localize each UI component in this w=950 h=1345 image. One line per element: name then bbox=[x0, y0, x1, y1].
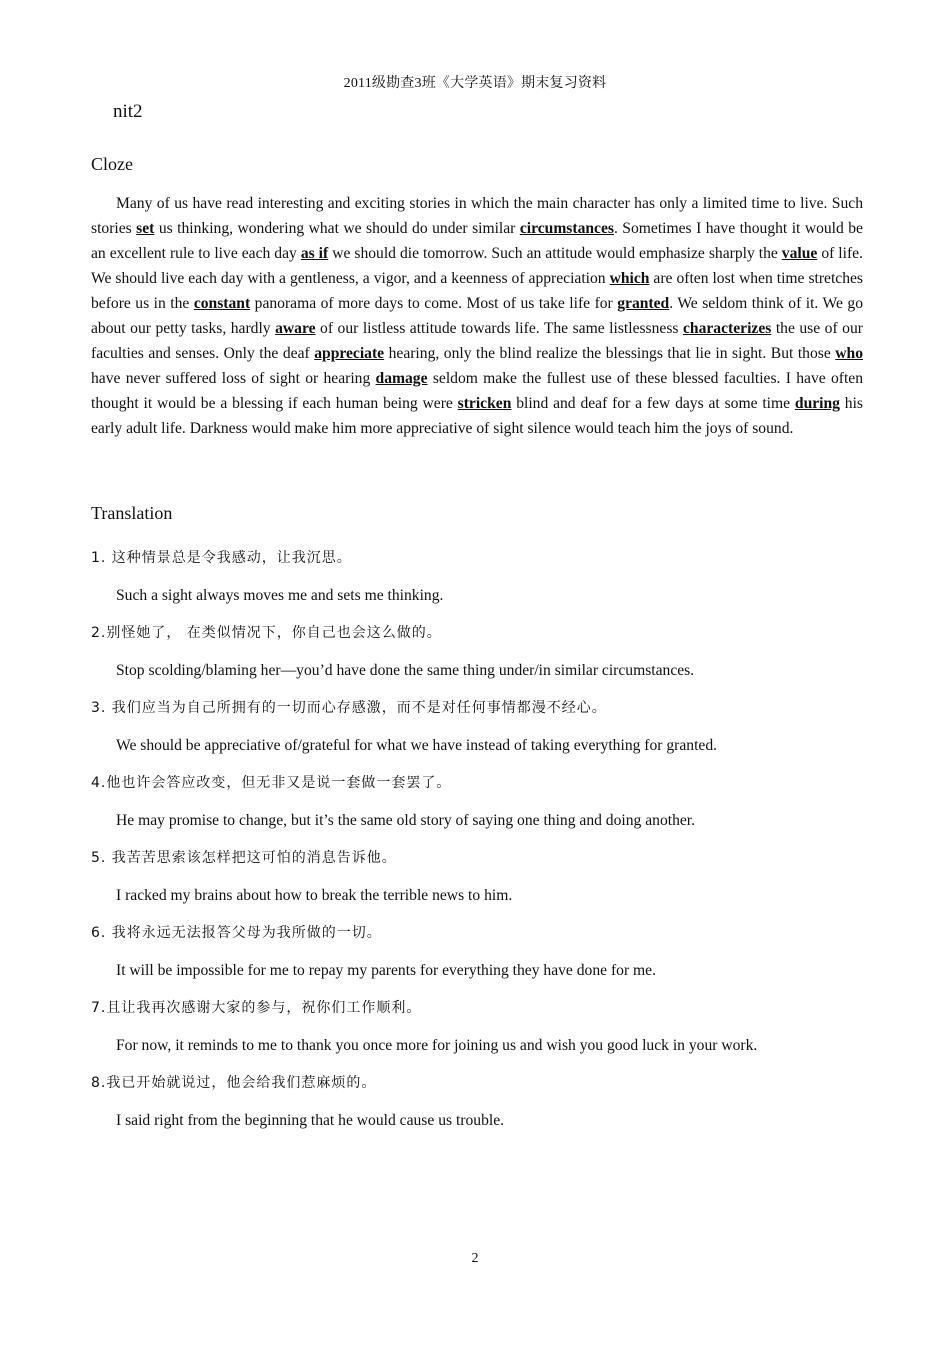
translation-list bbox=[91, 546, 871, 1146]
translation-chinese: 3. 我们应当为自己所拥有的一切而心存感激，而不是对任何事情都漫不经心。 bbox=[91, 700, 607, 716]
cloze-answer: appreciate bbox=[314, 345, 385, 362]
translation-chinese: 1. 这种情景总是令我感动，让我沉思。 bbox=[91, 550, 352, 566]
cloze-text: we should die tomorrow. Such an attitude would emphasize sharply the bbox=[328, 245, 782, 262]
cloze-text: have never suffered loss of sight or hearing bbox=[91, 370, 376, 387]
translation-chinese: 6. 我将永远无法报答父母为我所做的一切。 bbox=[91, 925, 382, 941]
translation-english: Such a sight always moves me and sets me thinking. bbox=[116, 587, 444, 604]
cloze-text: the use of our faculties and senses. Only the deaf bbox=[91, 320, 863, 362]
translation-english: He may promise to change, but it’s the same old story of saying one thing and doing another. bbox=[116, 812, 696, 829]
cloze-text: blind and deaf for a few days at some time bbox=[511, 395, 795, 412]
translation-item bbox=[91, 546, 871, 608]
cloze-text: are often lost when time stretches before us in the bbox=[91, 270, 864, 312]
page-header: 2011级勘查3班《大学英语》期末复习资料 bbox=[343, 76, 607, 91]
cloze-answer: characterizes bbox=[683, 320, 772, 337]
cloze-text: of our listless attitude towards life. The same listlessness bbox=[315, 320, 683, 337]
cloze-text: . Sometimes I have thought it would be an excellent rule to live each day bbox=[91, 220, 863, 262]
cloze-text: panorama of more days to come. Most of us take life for bbox=[250, 295, 618, 312]
cloze-text: Many of us have read interesting and exciting stories in which the main character has only a limited time to live. Such stories bbox=[91, 195, 863, 237]
translation-chinese: 2.别怪她了， 在类似情况下，你自己也会这么做的。 bbox=[91, 625, 442, 641]
translation-chinese: 8.我已开始就说过，他会给我们惹麻烦的。 bbox=[91, 1075, 377, 1091]
unit-title: nit2 bbox=[113, 101, 143, 122]
translation-english: It will be impossible for me to repay my parents for everything they have done for me. bbox=[116, 962, 656, 979]
translation-section-title: Translation bbox=[91, 503, 173, 523]
cloze-passage bbox=[91, 191, 863, 441]
translation-english: We should be appreciative of/grateful for what we have instead of taking everything for granted. bbox=[116, 737, 718, 754]
translation-item bbox=[91, 921, 871, 983]
cloze-answer: stricken bbox=[457, 395, 512, 412]
cloze-answer: set bbox=[136, 220, 155, 237]
translation-item bbox=[91, 996, 871, 1058]
cloze-answer: which bbox=[609, 270, 650, 287]
cloze-text: of life. We should live each day with a gentleness, a vigor, and a keenness of appreciation bbox=[91, 245, 863, 287]
translation-item bbox=[91, 1071, 871, 1133]
translation-item bbox=[91, 771, 871, 833]
cloze-text: hearing, only the blind realize the blessings that lie in sight. But those bbox=[384, 345, 836, 362]
translation-item bbox=[91, 696, 871, 758]
cloze-text: his early adult life. Darkness would make him more appreciative of sight silence would teach him the joys of sound. bbox=[91, 395, 863, 437]
translation-chinese: 5. 我苦苦思索该怎样把这可怕的消息告诉他。 bbox=[91, 850, 397, 866]
cloze-text: . We seldom think of it. We go about our petty tasks, hardly bbox=[91, 295, 863, 337]
translation-item bbox=[91, 846, 871, 908]
cloze-text: us thinking, wondering what we should do under similar bbox=[154, 220, 520, 237]
cloze-answer: constant bbox=[193, 295, 251, 312]
cloze-text: seldom make the fullest use of these blessed faculties. I have often thought it would be a blessing if each human being were bbox=[91, 370, 863, 412]
cloze-answer: aware bbox=[275, 320, 316, 337]
cloze-answer: damage bbox=[375, 370, 428, 387]
cloze-answer: during bbox=[794, 395, 840, 412]
cloze-answer: value bbox=[781, 245, 818, 262]
translation-item bbox=[91, 621, 871, 683]
translation-english: I said right from the beginning that he would cause us trouble. bbox=[116, 1112, 505, 1129]
translation-english: For now, it reminds to me to thank you once more for joining us and wish you good luck in your work. bbox=[116, 1037, 758, 1054]
translation-chinese: 4.他也许会答应改变，但无非又是说一套做一套罢了。 bbox=[91, 775, 452, 791]
translation-english: Stop scolding/blaming her—you’d have done the same thing under/in similar circumstances. bbox=[116, 662, 695, 679]
translation-english: I racked my brains about how to break the terrible news to him. bbox=[116, 887, 513, 904]
cloze-answer: granted bbox=[617, 295, 670, 312]
page-number: 2 bbox=[471, 1251, 479, 1266]
cloze-answer: who bbox=[835, 345, 863, 362]
cloze-section-title: Cloze bbox=[91, 154, 133, 174]
cloze-answer: as if bbox=[300, 245, 329, 262]
cloze-answer: circumstances bbox=[519, 220, 614, 237]
translation-chinese: 7.且让我再次感谢大家的参与，祝你们工作顺利。 bbox=[91, 1000, 422, 1016]
